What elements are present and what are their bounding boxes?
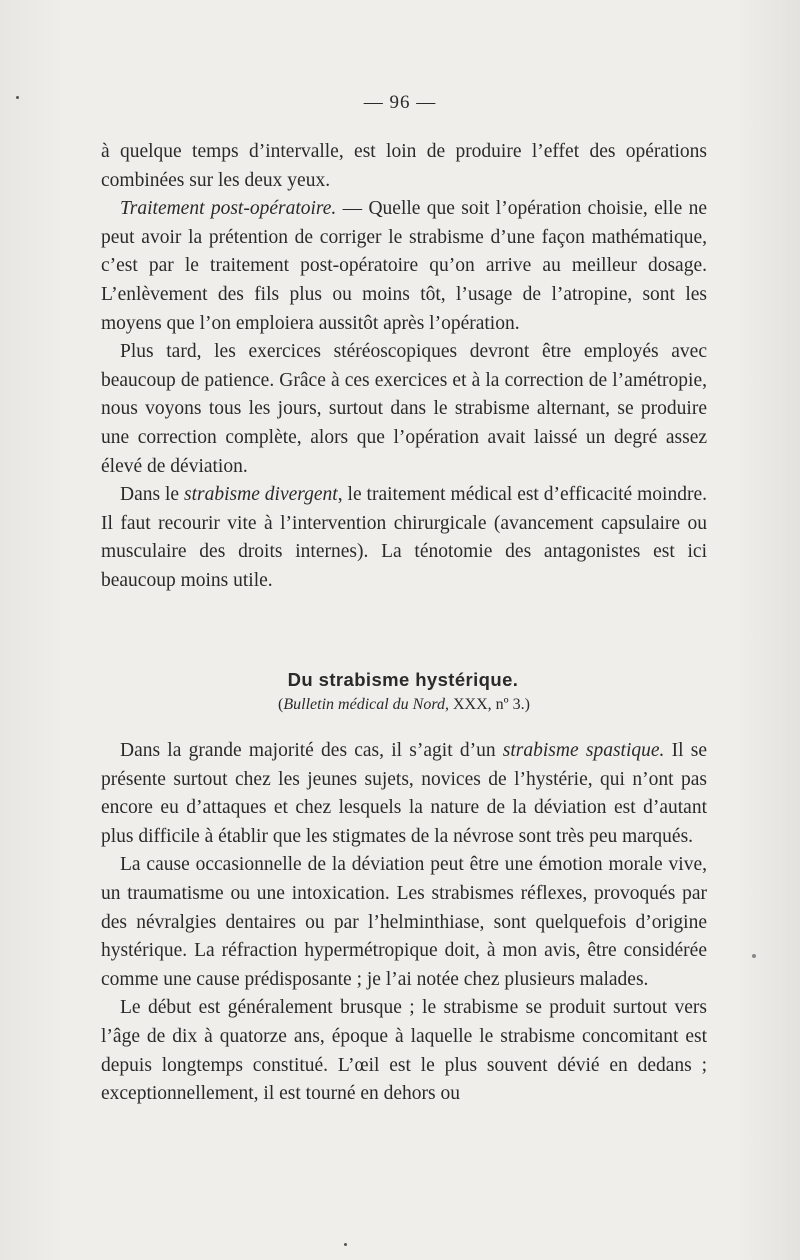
paper-speck	[752, 954, 756, 958]
paragraph	[101, 138, 707, 195]
paragraph-text: Il se présente surtout chez les jeunes sujets, novices de l’hystérie, qui n’ont pas encore eu d’attaques et chez lesquels la nature de la déviation est d’autant plus difficile à établir que les stigmates de la névrose sont très peu marqués.	[101, 740, 707, 847]
paragraph	[101, 737, 707, 851]
paragraph-text: Plus tard, les exercices stéréoscopiques devront être employés avec beaucoup de patience. Grâce à ces exercices et à la correction de l’amétropie, nous voyons tous les jours, surtout dans le strabisme alternant, se produire une correction complète, alors que l’opération avait laissé un degré assez élevé de déviation.	[101, 341, 707, 477]
paragraph	[101, 338, 707, 481]
paragraph-text: Dans la grande majorité des cas, il s’agit d’un	[120, 740, 503, 761]
emphasis: strabisme divergent	[184, 484, 338, 506]
paragraph	[101, 195, 707, 338]
paragraph	[101, 994, 707, 1108]
paragraph-title: Traitement post-opératoire.	[120, 198, 337, 220]
section-hysterical-strabismus	[101, 737, 707, 1109]
paper-speck	[344, 1243, 347, 1246]
section-heading: Du strabisme hystérique.	[287, 669, 519, 690]
emphasis: strabisme spastique.	[502, 740, 665, 761]
paragraph-text: — Quelle que soit l’opération choisie, elle ne peut avoir la prétention de corriger le strabisme d’une façon mathématique, c’est par le traitement post-opératoire qu’on arrive au meilleur dosage. L’enlèvement des fils plus ou moins tôt, l’usage de l’atropine, sont les moyens que l’on emploiera aussitôt après l’opération.	[101, 198, 707, 334]
paragraph-text: Dans le	[120, 484, 185, 506]
paragraph	[101, 481, 707, 595]
paragraph-text: Le début est généralement brusque ; le strabisme se produit surtout vers l’âge de dix à quatorze ans, époque à laquelle le strabisme concomitant est depuis longtemps constitué. L’œil est le plus souvent dévié en dedans ; exceptionnellement, il est tourné en dehors ou	[101, 997, 707, 1105]
paragraph	[101, 851, 707, 994]
paragraph-text: à quelque temps d’intervalle, est loin de produire l’effet des opérations combinées sur les deux yeux.	[101, 141, 707, 191]
source-reference: (Bulletin médical du Nord, XXX, nº 3.)	[278, 696, 530, 713]
page-number: — 96 —	[363, 92, 437, 113]
section-treatment	[101, 138, 707, 596]
source-title: Bulletin médical du Nord	[283, 696, 445, 713]
paragraph-text: , le traitement médical est d’efficacité moindre. Il faut recourir vite à l’intervention chirurgicale (avancement capsulaire ou musculaire des droits internes). La ténotomie des antagonistes est ici beaucoup moins utile.	[101, 484, 707, 591]
paragraph-text: La cause occasionnelle de la déviation peut être une émotion morale vive, un traumatisme ou une intoxication. Les strabismes réflexes, provoqués par des névralgies dentaires ou par l’helminthiase, sont quelquefois d’origine hystérique. La réfraction hypermétropique doit, à mon avis, être considérée comme une cause prédisposante ; je l’ai notée chez plusieurs malades.	[101, 854, 707, 990]
